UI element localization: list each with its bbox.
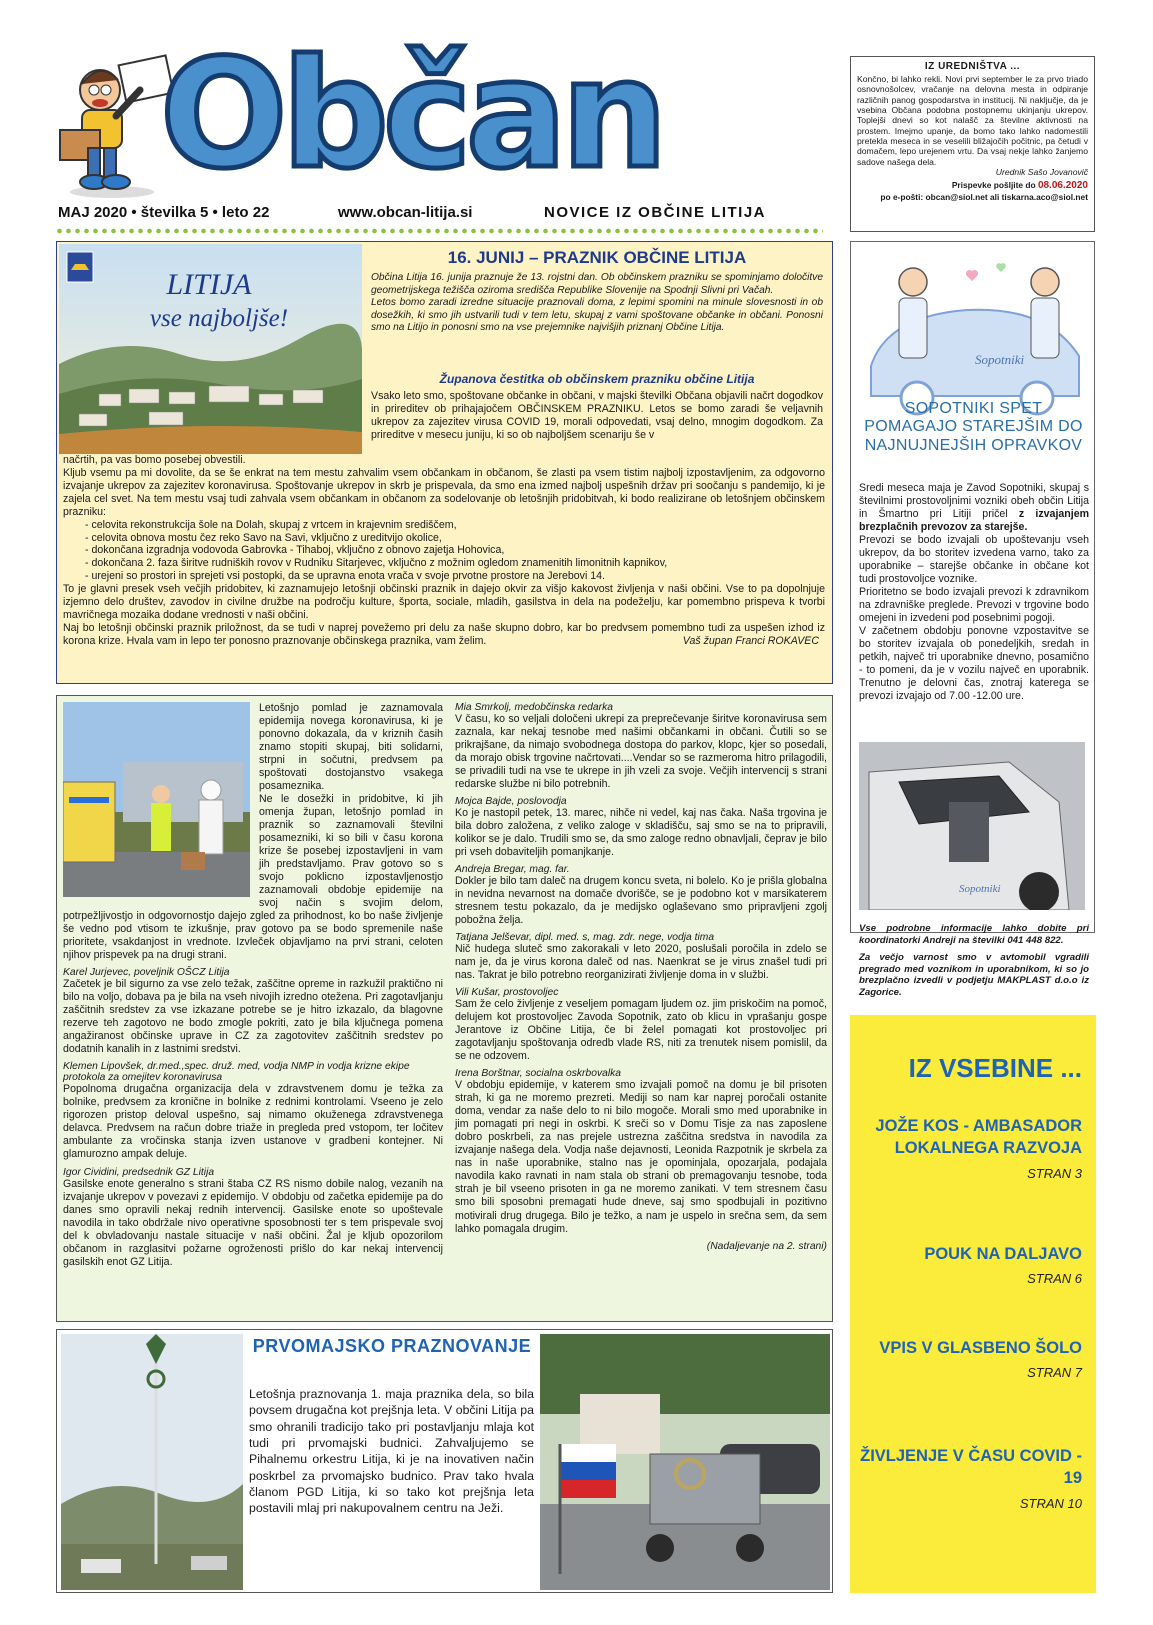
testimony-text: V času, ko so veljali določeni ukrepi za preprečevanje širitve koronavirusa sem zaznala, kar nekaj tesnobe med našimi občankami in občani. Čutili so se prikrajšane, da nimajo svobodnega dostopa do parkov, klopc, kjer so posedali, da morajo obisk trgovine načrtovati....Vendar so se razmeroma hitro prilagodili, se privadili tudi na vse te ukrepe in jih vzeli za svoje. Večjih intervencij s strani redarske službe ni bilo potrebnih. [455,713,827,791]
litija-panorama-photo [59,244,362,454]
covid-left-column [63,702,443,1269]
covid-photo [63,702,259,902]
dotted-divider [55,228,823,234]
editorial-signature: Urednik Sašo Jovanovič [995,166,1088,177]
achievements-list [85,519,825,584]
author-name: Klemen Lipovšek, dr.med.,spec. druž. med, vodja NMP in vodja krizne ekipe protokola za omejitev koronavirusa [63,1061,410,1084]
feature-subtitle: Županova čestitka ob občinskem prazniku občine Litija [439,372,755,386]
toc-page: STRAN 7 [1027,1365,1082,1381]
feature-article [56,241,833,684]
editorial-text: Končno, bi lahko rekli. Novi prvi september le za prvo triado osnovnošolcev, vračanje na delovna mesta in odpiranje različnih panog gospodarstva in institucij. Ni naključje, da je vsebina Občana podobna postopnemu ukinjanju ukrepov. Toplejši dnevi so kot nalašč za številne aktivnosti na prostem. Imejmo upanje, da bomo tako lahko nadomestili pretekla meseca in se veselili bližajočih počitnic, pa četudi v domačem, lepo urejenem vrtu. Da vsaj nekje lahko žanjemo sadove našega dela. [857,74,1088,167]
maypole-photo [61,1334,243,1590]
sopotniki-p1-text: Sredi meseca maja je Zavod Sopotniki, skupaj s številnimi prostovoljnimi vozniki obeh občin Litija in Šmartno pri Litiji pričel [859,482,1089,521]
author-name: Karel Jurjevec, poveljnik OŠCZ Litija [63,967,230,979]
covid-right-column [455,702,827,1252]
sopotniki-title-wrap [857,400,1090,455]
list-item: - dokončana 2. faza širitve rudniških rovov v Rudniku Sitarjevec, vključno z možnim ogledom znamenitih limonitnih kapnikov, [85,557,825,570]
feature-body-p2: načrtih, pa vas bomo posebej obvestili. [63,454,246,466]
sopotniki-p3: Prioritetno se bodo izvajali prevozi k zdravnikom na zdravniške preglede. Prevozi v trgovine bodo omejeni in izvedeni pod posebnimi pogoji. [859,586,1089,625]
sopotniki-p1 [859,482,1089,534]
editorial-heading: IZ UREDNIŠTVA ... [924,61,1021,72]
feature-title: 16. JUNIJ – PRAZNIK OBČINE LITIJA [447,248,747,267]
masthead-title: Občan [160,28,662,202]
feature-body-top [371,390,823,442]
testimony-text: Popolnoma drugačna organizacija dela v zdravstvenem domu je težka za bolnike, predvsem za kronične in bolnike z rednimi kontrolami. Vseeno je zelo rigorozen pristop deloval uspešno, saj nimamo okuženega zdravstvenega delavca. Predvsem na račun dobre triaže in pregleda pred vstopom, ter ločitev ambulante za vročinska stanja izven ustanove v gradbeni kontejner. Ni glamurozno ampak deluje. [63,1083,443,1161]
contents-panel [850,1015,1096,1593]
editorial-box [850,56,1095,232]
feature-body-p5 [63,622,825,648]
author-name: Igor Cividini, predsednik GZ Litija [63,1166,215,1178]
list-item: - dokončana izgradnja vodovoda Gabrovka - Tihaboj, vključno z obnovo zajetja Hohovica, [85,544,825,557]
feature-body-p1: Vsako leto smo, spoštovane občanke in občani, v majski številki Občana objavili načrt dogodkov in prireditev ob prihajajočem OBČINSKEM PRAZNIKU. Letos se bomo zaradi še veljavnih ukrepov za zajezitev virusa COVID 19, morali odpovedati, vsaj delno, mnogim dogodkom. Za prireditve v mesecu juniju, ki so ob najboljšem scenariju še v [371,390,823,442]
may-day-text-wrap [249,1386,534,1517]
submission-emails[interactable]: po e-pošti: obcan@siol.net ali tiskarna.aco@siol.net [880,191,1088,202]
feature-intro-p1: Občina Litija 16. junija praznuje že 13. rojstni dan. Ob občinskem prazniku se spominjamo določitve geometrijskega težišča oziroma središča Republike Slovenije na Spodnji Slivni pri Vačah. [371,272,823,296]
svg-text:Sopotniki: Sopotniki [959,883,1001,895]
toc-item[interactable] [852,1337,1082,1380]
toc-item[interactable] [852,1243,1082,1286]
toc-item[interactable] [852,1115,1082,1181]
car-interior-photo [859,742,1085,910]
mascot-illustration [52,50,177,200]
testimony-text: Dokler je bilo tam daleč na drugem koncu sveta, ni bolelo. Ko je prišla globalna in nevidna nevarnost na domače dvorišče, se je podobno kot v marsikaterem stresnem testu pokazalo, da je medijsko oglaševano smo pripravljeni zgolj pobožna želja. [455,875,827,927]
testimony-text: Sam že celo življenje z veseljem pomagam ljudem oz. jim priskočim na pomoč, delujem kot prostovoljec Zavoda Sopotnik, zato ob klicu in vprašanju gospe Jerantove iz Občine Litija, če bi želel pomagati kot prostovoljec pri zagotavljanju spoštovanja odredb vlade RS, niti za trenutek nisem pomislil, da se ne odzovem. [455,998,827,1063]
may-day-text: Letošnja praznovanja 1. maja praznika dela, so bila povsem drugačna kot prejšnja leta. V občini Litija pa smo ohranili tradicijo tako pri postavljanju mlaja kot tudi pri prvomajski budnici. Zahvaljujemo se Pihalnemu orkestru Litija, ki je na inovativen način poskrbel za prvomajsko budnico. Prav tako hvala članom PGD Litija, ki so tako kot prejšnja leta postavili mlaj pri nakupovalnem centru na Ježi. [249,1387,534,1516]
feature-body-p4: To je glavni presek vseh večjih pridobitev, ki zaznamujejo letošnji občinski praznik in dajejo okvir za višjo kakovost življenja v naši občini. Vse to pa dopolnjuje izjemno delo društev, zavodov in civilne družbe na področju kulture, športa, sociale, mladih, gasilstva in dela na podeželju, kar pomembno prispeva k tvorbi mavričnega mozaika dodane vrednosti v naši občini. [63,583,825,622]
submission-info [857,180,1088,202]
feature-intro-p2: Letos bomo zaradi izredne situacije praznovali doma, z lepimi spomini na minule slovesnosti in ob dosežkih, ki smo jih ustvarili tudi v tem letu, skupaj z vami spoštovane občanke in občani. Ponosni smo na Litijo in ponosni smo na vse prejemnike najvišjih priznanj Občine Litija. [371,297,823,334]
contents-heading: IZ VSEBINE ... [908,1053,1082,1083]
testimony-text: Nič hudega sluteč smo zakorakali v leto 2020, poslušali poročila in zdelo se nam je, da je virus korona daleč od nas. Naenkrat se je virus znašel tudi pri nas. Takrat je bilo potrebno reorganizirati življenje doma in v službi. [455,943,827,982]
car-logo-text: Sopotniki [975,352,1025,367]
photo-caption-greeting: vse najboljše! [149,305,289,332]
covid-intro-2: Ne le dosežki in pridobitve, ki jih omenja župan, letošnjo pomlad in praznik so zaznamovali številni posamezniki, ki so bili v času korona krize še posebej izpostavljeni in vam jih predstavljamo. Prav gotovo so s svojo poklicno izpostavljenostjo zaznamovali obdobje epidemije na svoj način s svojim delom, potrpežljivostjo in odgovornostjo dajejo zgled za prihodnost, ko bo naše življenje še vedno pod vtisom te izkušnje, prav gotovo pa se bodo spremenile naše prioritete, vsakdanjost in vrednote. Izvleček objavljamo na prvi strani, celoten njihov prispevek pa na drugi strani. [63,793,443,962]
website-link[interactable]: www.obcan-litija.si [338,204,473,221]
sopotniki-p1-highlight: z izvajanjem brezplačnih prevozov za starejše. [859,508,1090,534]
submission-label: Prispevke pošljite do [951,179,1036,190]
testimony-text: Gasilske enote generalno s strani štaba CZ RS nismo dobile nalog, vezanih na izvajanje ukrepov v povezavi z epidemijo. V obdobju od začetka epidemije pa do danes smo opravili nekaj rednih intervencij. Gasilske enote so upoštevale navodila in tako obdržale nivo operativne sposobnosti ter s tem prispevale svoj del k obvladovanju nastale situacije v naši občini. Žal je kljub opozorilom občanom in razglasitvi požarne ogroženosti prišlo do kar nekaj intervencij gasilskih enot GZ Litija. [63,1177,443,1268]
continuation-note: (Nadaljevanje na 2. strani) [706,1240,827,1252]
sopotniki-text [859,482,1089,703]
covid-intro: Letošnjo pomlad je zaznamovala epidemija novega koronavirusa, ki je ponovno dokazala, da v kriznih časih znamo stopiti skupaj, biti solidarni, strpni in sočutni, predvsem pa spoštovati dostojanstvo vsakega posameznika. [259,702,443,793]
toc-page: STRAN 3 [1027,1165,1082,1181]
feature-body-bottom [63,454,825,648]
toc-title: ŽIVLJENJE V ČASU COVID - 19 [860,1447,1082,1488]
feature-body-p3: Kljub vsemu pa mi dovolite, da se še enkrat na tem mestu zahvalim vsem občankam in občanom, še zlasti pa vsem tistim najbolj izpostavljenim, za odgovorno izvajanje ukrepov za zajezitev koronavirusa. Spoštovanje ukrepov in skrb je prispevala, da smo ena izmed najbolj uspešnih držav pri soočanju s pandemijo, ki je zajela cel svet. Na tem mestu vsaj tudi zahvala vsem občankam in občanom za sodelovanje ob letošnjih pridobitvah, ki bodo realizirane ob letošnjem občinskem prazniku: [63,466,825,518]
sopotniki-p2: Prevozi se bodo izvajali ob upoštevanju vseh ukrepov, da bo storitev izvedena varno, tako za uporabnike – starejše občanke in občane kot tudi prostovoljce voznike. [859,534,1089,586]
feature-body-p5-text: Naj bo letošnji občinski praznik priložnost, da se tudi v naprej povežemo pri delu za naše skupno dobro, kar bo predvsem pomembno tudi za uspešen izhod iz korona krize. Hvala vam in lepo ter ponosno praznovanje občinskega praznika, vam želim. [63,621,825,647]
issue-info: MAJ 2020 • številka 5 • leto 22 [58,204,270,221]
author-name: Mia Smrkolj, medobčinska redarka [455,702,613,713]
sopotniki-title: SOPOTNIKI SPET POMAGAJO STAREJŠIM DO NAJNUJNEJŠIH OPRAVKOV [864,400,1083,454]
toc-title: VPIS V GLASBENO ŠOLO [879,1339,1082,1357]
author-name: Mojca Bajde, poslovodja [455,796,567,808]
list-item: - urejeni so prostori in sprejeti vsi postopki, da se upravna enota vrača v svoje prvotne prostore na Jerebovi 14. [85,570,825,583]
tagline: NOVICE IZ OBČINE LITIJA [544,204,767,221]
author-name: Tatjana Jelševar, dipl. med. s, mag. zdr. nege, vodja tima [455,932,715,944]
toc-page: STRAN 10 [1019,1495,1082,1511]
brass-band-photo [540,1334,830,1590]
photo-caption-litija: LITIJA [166,268,252,301]
author-name: Andreja Bregar, mag. far. [455,864,570,876]
sopotniki-caption-2: Za večjo varnost smo v avtomobil vgradili pregrado med voznikom in uporabnikom, ki so jo brezplačno izvedli v podjetju MAKPLAST d.o.o iz Zagorice. [859,952,1089,998]
toc-item[interactable] [852,1445,1082,1511]
list-item: - celovita rekonstrukcija šole na Dolah, skupaj z vrtcem in krajevnim središčem, [85,519,825,532]
testimony-text: V obdobju epidemije, v katerem smo izvajali pomoč na domu je bil prisoten strah, ki ga ne moremo prezreti. Mediji so nam kar naprej poročali ostanite doma, vendar za naše delo to ni bilo mogoče. Morali smo med uporabnike in jim pomagati pri negi in oskrbi. K sreči so v Domu Tisje za nas zaposlene dobro poskrbeli, za nas prejele ustrezna zaščitna sredstva in navodila za izvajanje našega dela. Vodja naše dejavnosti, Leonida Razpotnik je skrbela za nas in naše uporabnike, stalno nas je opominjala, opozarjala, podajala navodila kako ravnati in nam stala ob strani ob premagovanju tesnobe, toda strah je bil vseeno prisoten in ga ne moremo zanikati. V tem stresnem času smo bili sposobni premagati hude dneve, saj smo spodbujali in pozitivno motivirali drug drugega. Bilo je težko, a nam je uspelo in srečna sem, da sem lahko pomagala drugim. [455,1079,827,1235]
toc-page: STRAN 6 [1027,1271,1082,1287]
toc-title: JOŽE KOS - AMBASADOR LOKALNEGA RAZVOJA [875,1117,1082,1158]
sopotniki-captions [859,923,1089,998]
author-name: Irena Borštnar, socialna oskrbovalka [455,1068,621,1080]
sopotniki-caption-1: Vse podrobne informacije lahko dobite pri koordinatorki Andreji na številki 041 448 822. [859,923,1089,946]
testimony-text: Ko je nastopil petek, 13. marec, nihče ni vedel, kaj nas čaka. Naša trgovina je bila dobro založena, z veliko zaloge v skladišču, saj smo se na to pripravili, kolikor se je dalo. Trudili smo se, da smo zaloge redno obnavljali, čeprav je bilo pri vseh dobaviteljih pomanjkanje. [455,807,827,859]
sopotniki-article [850,241,1095,998]
feature-intro [371,272,823,335]
sopotniki-p4: V začetnem obdobju ponovne vzpostavitve se bo storitev izvajala ob ponedeljkih, sredah in petkih, največ tri uporabnike dnevno, posamično - to pomeni, da je v vozilu največ en uporabnik. Trenutno je delovni čas, znotraj katerega se prevozi izvajajo od 7.00 -12.00 ure. [859,625,1089,703]
testimony-text: Začetek je bil sigurno za vse zelo težak, zaščitne opreme in razkužil praktično ni bilo na voljo, dobava pa je bila na vseh nivojih izredno otežena. Pri zagotavljanju zaščitnih sredstev za vse izkazane potrebe se je hitro izkazalo, da blagovne rezerve teh zagotovo ne bodo zmogle pokriti, zato je bila ključnega pomena angažiranost občinske uprave in CZ za zagotovitev zaščitnih sredstev po dodatnih kanalih in z lastnimi sredstvi. [63,978,443,1056]
may-day-title: PRVOMAJSKO PRAZNOVANJE [252,1336,532,1356]
covid-article [56,695,833,1322]
toc-title: POUK NA DALJAVO [924,1245,1082,1263]
mayor-signature: Vaš župan Franci ROKAVEC [682,634,819,647]
submission-date: 08.06.2020 [1037,179,1088,191]
may-day-article [56,1329,833,1593]
list-item: - celovita obnova mostu čez reko Savo na Savi, vključno z ureditvijo okolice, [85,532,825,545]
author-name: Vili Kušar, prostovoljec [455,987,559,999]
